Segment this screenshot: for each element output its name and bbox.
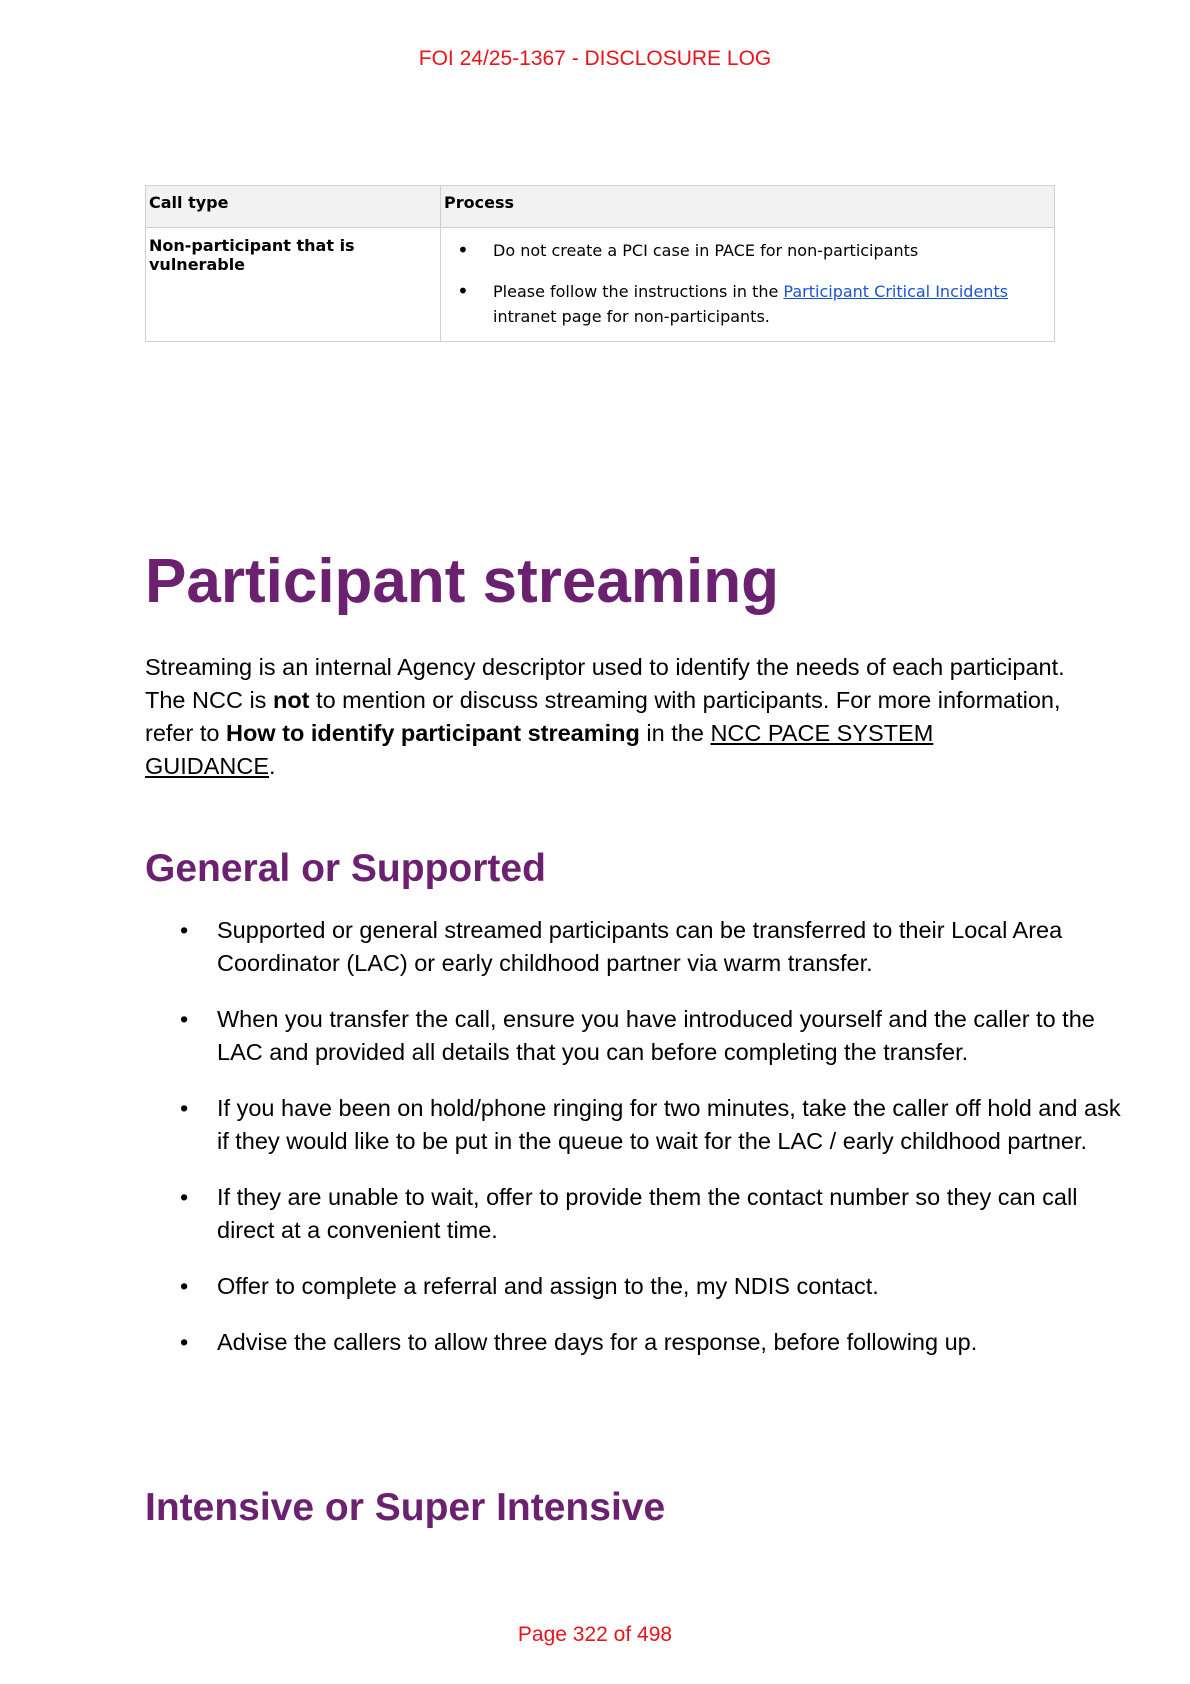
process-text: Please follow the instructions in the — [493, 282, 784, 301]
intro-text: . — [269, 753, 276, 779]
table-header-row — [146, 186, 1055, 228]
list-item: • Offer to complete a referral and assign to the, my NDIS contact. — [217, 1270, 1137, 1303]
call-type-cell: Non-participant that is vulnerable — [146, 228, 441, 342]
ncc-pace-guidance-link[interactable]: NCC PACE SYSTEM GUIDANCE — [145, 720, 934, 779]
foi-disclosure-header: FOI 24/25-1367 - DISCLOSURE LOG — [418, 47, 772, 70]
process-item: • Do not create a PCI case in PACE for non-participants — [493, 238, 1048, 263]
intro-text: to mention or discuss streaming with participants. For more information, refer to — [145, 687, 1061, 746]
table-row — [146, 228, 1055, 342]
list-item: • When you transfer the call, ensure you have introduced yourself and the caller to the LAC and provided all details that you can before completing the transfer. — [217, 1003, 1137, 1069]
page-title: Participant streaming — [145, 547, 779, 616]
intro-text: Streaming is an internal Agency descriptor used to identify the needs of each participant. The NCC is — [145, 654, 1065, 713]
list-item: • If they are unable to wait, offer to provide them the contact number so they can call direct at a convenient time. — [217, 1181, 1137, 1247]
list-item: • If you have been on hold/phone ringing for two minutes, take the caller off hold and ask if they would like to be put in the queue to wait for the LAC / early childhood partner. — [217, 1092, 1137, 1158]
intro-text: in the — [639, 720, 711, 746]
intro-bold-not: not — [272, 687, 310, 713]
column-header-process: Process — [441, 186, 1055, 228]
process-list — [447, 238, 1048, 329]
process-cell — [441, 228, 1055, 342]
process-text: intranet page for non-participants. — [493, 307, 770, 326]
section-heading-intensive: Intensive or Super Intensive — [145, 1486, 666, 1529]
intro-paragraph — [145, 651, 1065, 783]
list-item: • Advise the callers to allow three days for a response, before following up. — [217, 1326, 1137, 1359]
process-item — [493, 279, 1048, 329]
participant-critical-incidents-link[interactable]: Participant Critical Incidents — [783, 282, 1009, 301]
intro-bold-streaming-ref: How to identify participant streaming — [225, 720, 640, 746]
list-item: • Supported or general streamed participants can be transferred to their Local Area Coordinator (LAC) or early childhood partner via warm transfer. — [217, 914, 1137, 980]
section-heading-general-supported: General or Supported — [145, 847, 546, 890]
call-type-table — [145, 185, 1055, 342]
column-header-call-type: Call type — [146, 186, 441, 228]
general-supported-list — [145, 914, 1137, 1382]
page-number: Page 322 of 498 — [517, 1623, 673, 1646]
